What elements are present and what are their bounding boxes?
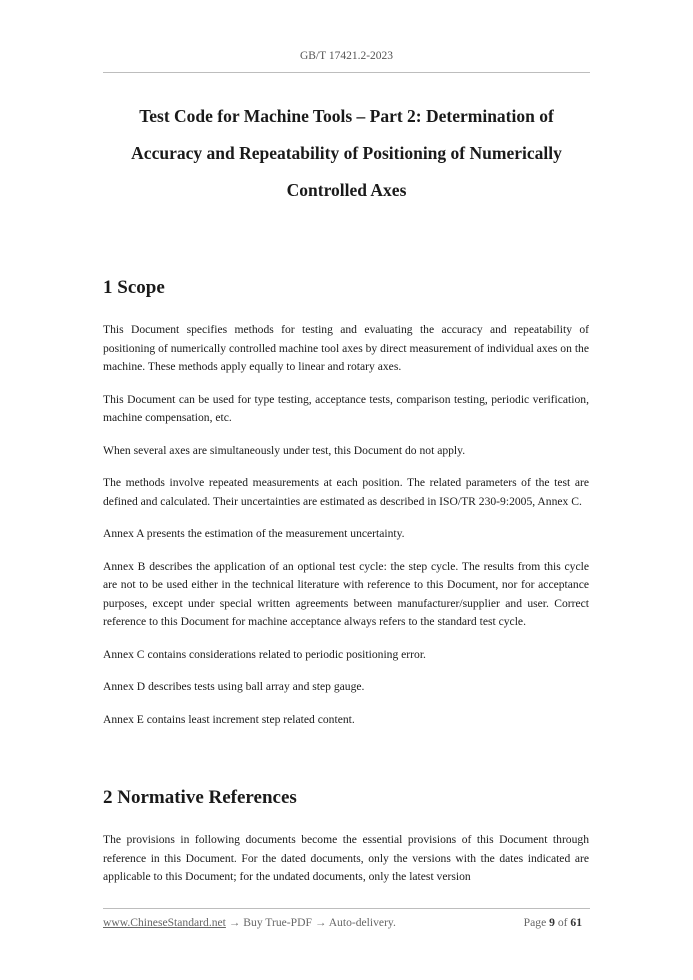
page-footer <box>103 916 590 929</box>
document-title <box>95 98 598 209</box>
current-page: 9 <box>549 916 555 929</box>
title-line-3: Controlled Axes <box>286 180 407 200</box>
normative-references-paragraph: The provisions in following documents become the essential provisions of this Document through reference in this Document. For the dated documents, only the versions with the dates indicated are applicable to this Document; for the undated documents, only the latest version <box>103 833 589 883</box>
scope-paragraph: Annex A presents the estimation of the measurement uncertainty. <box>103 527 405 540</box>
footer-divider <box>103 908 590 909</box>
running-header: GB/T 17421.2-2023 <box>299 50 394 62</box>
normative-references-section <box>103 786 589 901</box>
title-line-2: Accuracy and Repeatability of Positioning of Numerically <box>131 143 562 163</box>
scope-heading: 1 Scope <box>103 277 165 298</box>
title-line-1: Test Code for Machine Tools – Part 2: Determination of <box>139 106 554 126</box>
scope-paragraph: Annex C contains considerations related to periodic positioning error. <box>103 647 426 661</box>
buy-link: Buy True-PDF <box>243 916 312 929</box>
site-link[interactable]: www.ChineseStandard.net <box>103 916 226 929</box>
arrow-icon: → <box>314 916 327 929</box>
scope-paragraph: This Document specifies methods for testing and evaluating the accuracy and repeatability of positioning of numerically controlled machine tool axes by direct measurement of individual axes on the machine. These methods apply equally to linear and rotary axes. <box>103 323 589 373</box>
total-pages: 61 <box>570 916 582 929</box>
scope-paragraph: When several axes are simultaneously under test, this Document do not apply. <box>103 443 466 457</box>
scope-paragraph: The methods involve repeated measurements at each position. The related parameters of the test are defined and calculated. Their uncertainties are estimated as described in ISO/TR 230-9:2005, Annex C. <box>103 476 589 508</box>
scope-paragraph: Annex D describes tests using ball array and step gauge. <box>103 680 365 693</box>
page-number <box>524 916 582 929</box>
delivery-text: Auto-delivery. <box>328 916 396 929</box>
scope-paragraph: Annex B describes the application of an optional test cycle: the step cycle. The results from this cycle are not to be used either in the technical literature with reference to this Document, nor for acceptance purposes, except under special written agreements between manufacturer/supplier and user. Correct reference to this Document for machine acceptance always refers to the standard test cycle. <box>103 559 589 628</box>
arrow-icon: → <box>228 916 241 929</box>
scope-section <box>103 276 589 743</box>
scope-paragraph: Annex E contains least increment step related content. <box>103 712 355 726</box>
scope-paragraph: This Document can be used for type testing, acceptance tests, comparison testing, periodic verification, machine compensation, etc. <box>103 392 589 424</box>
of-label: of <box>557 916 568 929</box>
page-label: Page <box>523 916 547 929</box>
header-divider <box>103 72 590 73</box>
normative-references-heading: 2 Normative References <box>103 787 297 808</box>
